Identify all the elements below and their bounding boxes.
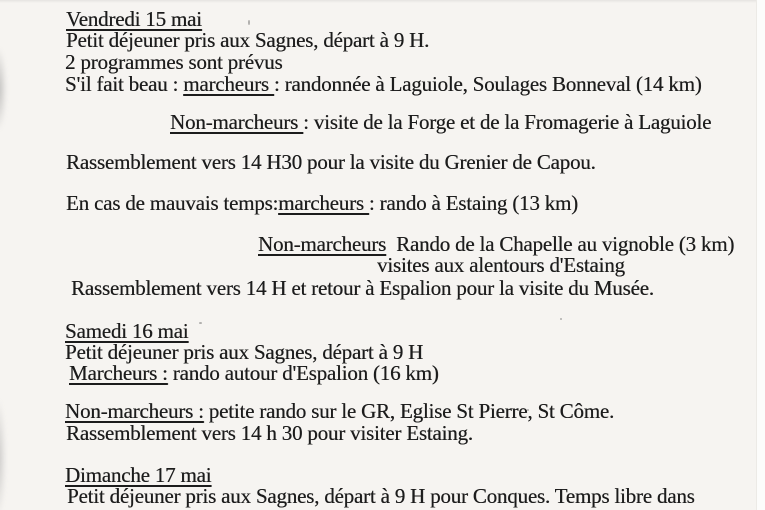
dust-speck	[248, 20, 250, 25]
dust-speck	[199, 322, 202, 324]
friday-bad-weather-walkers-rest: : rando à Estaing (13 km)	[368, 191, 578, 215]
saturday-walkers-label: Marcheurs :	[69, 361, 168, 385]
friday-good-weather-walkers-rest: : randonnée à Laguiole, Soulages Bonneval (14 km)	[273, 72, 702, 96]
saturday-walkers-rest: rando autour d'Espalion (16 km)	[167, 361, 439, 385]
saturday-walkers	[69, 362, 439, 384]
saturday-breakfast: Petit déjeuner pris aux Sagnes, départ à 9 H	[65, 340, 424, 364]
saturday-heading-text: Samedi 16 mai	[65, 319, 189, 343]
friday-bad-weather-non-walkers-line2: visites aux alentours d'Estaing	[377, 253, 625, 277]
friday-breakfast: Petit déjeuner pris aux Sagnes, départ à 9 H.	[66, 28, 430, 52]
friday-bad-weather-non-walkers	[258, 233, 734, 255]
friday-good-weather	[65, 73, 702, 95]
friday-bad-weather-non-walkers-rest: Rando de la Chapelle au vignoble (3 km)	[386, 232, 735, 256]
friday-bad-weather-non-walkers-label: Non-marcheurs	[258, 232, 387, 256]
friday-programs: 2 programmes sont prévus	[65, 50, 283, 74]
friday-heading	[66, 8, 202, 30]
saturday-non-walkers	[65, 400, 614, 422]
friday-meeting-1: Rassemblement vers 14 H30 pour la visite du Grenier de Capou.	[66, 150, 596, 174]
scan-top-edge-shadow	[0, 0, 765, 3]
saturday-meeting: Rassemblement vers 14 h 30 pour visiter Estaing.	[66, 421, 473, 445]
friday-bad-weather-prefix: En cas de mauvais temps:	[66, 191, 279, 215]
scan-smudge-top-left	[0, 46, 7, 132]
dust-speck	[560, 318, 562, 320]
sunday-breakfast: Petit déjeuner pris aux Sagnes, départ à 9 H pour Conques. Temps libre dans	[67, 484, 695, 508]
scanner-edge-strip	[756, 0, 765, 510]
sunday-heading-text: Dimanche 17 mai	[65, 463, 212, 487]
friday-bad-weather	[66, 192, 578, 214]
friday-heading-text: Vendredi 15 mai	[66, 7, 202, 31]
friday-good-weather-walkers-label: marcheurs	[183, 72, 274, 96]
saturday-non-walkers-label: Non-marcheurs :	[65, 399, 204, 423]
friday-bad-weather-walkers-label: marcheurs	[278, 191, 369, 215]
friday-non-walkers-rest: : visite de la Forge et de la Fromagerie à Laguiole	[303, 110, 712, 134]
friday-meeting-2: Rassemblement vers 14 H et retour à Espalion pour la visite du Musée.	[71, 276, 654, 300]
saturday-heading	[65, 320, 188, 342]
scan-smudge-bottom-left	[0, 398, 6, 510]
friday-non-walkers	[170, 111, 711, 133]
saturday-non-walkers-rest: petite rando sur le GR, Eglise St Pierre, St Côme.	[203, 399, 615, 423]
friday-non-walkers-label: Non-marcheurs	[170, 110, 304, 134]
sunday-heading	[65, 464, 211, 486]
friday-good-weather-prefix: S'il fait beau :	[65, 72, 184, 96]
